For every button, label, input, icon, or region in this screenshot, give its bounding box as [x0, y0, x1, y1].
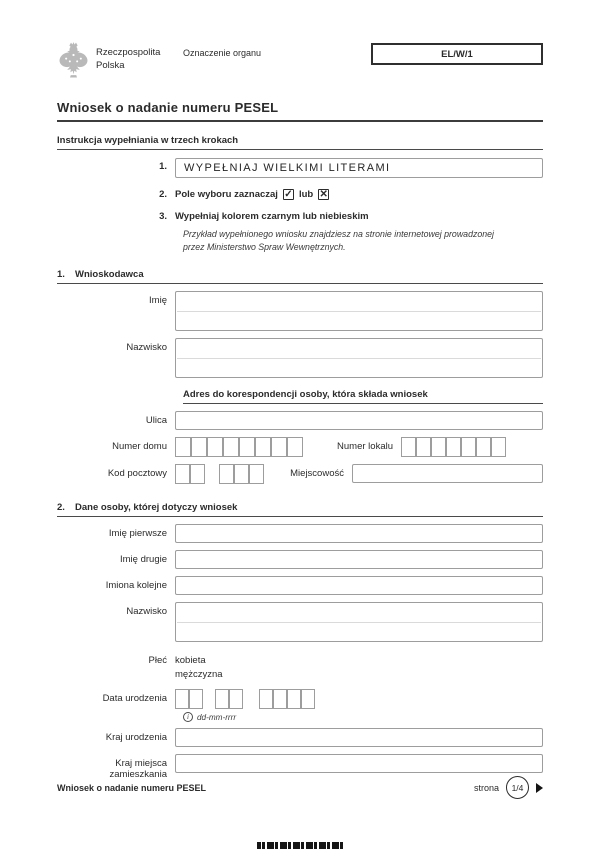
- postal-code-label: Kod pocztowy: [107, 468, 167, 480]
- country-name: [96, 42, 183, 73]
- birth-date-label: Data urodzenia: [102, 693, 167, 705]
- footer-pagination: [474, 776, 543, 799]
- residence-country-label: Kraj miejsca zamieszkania: [109, 758, 167, 781]
- date-format-hint: [183, 712, 543, 722]
- note-line2: przez Ministerstwo Spraw Wewnętrznych.: [183, 242, 346, 253]
- page-number-badge: 1/4: [506, 776, 529, 799]
- section1-number: 1.: [57, 269, 65, 281]
- char-cell[interactable]: [416, 437, 431, 457]
- second-name-label: Imię drugie: [120, 554, 167, 566]
- info-icon: i: [183, 712, 193, 722]
- section2-title: Dane osoby, której dotyczy wniosek: [75, 502, 238, 514]
- char-cell[interactable]: [229, 689, 243, 709]
- checked-checkbox-icon: ✓: [284, 188, 293, 200]
- field-row-applicant-first-name: [57, 291, 543, 331]
- char-cell[interactable]: [287, 437, 303, 457]
- char-cell[interactable]: [249, 464, 264, 484]
- birth-country-label: Kraj urodzenia: [105, 732, 167, 744]
- char-cell[interactable]: [190, 464, 205, 484]
- char-cell[interactable]: [215, 689, 229, 709]
- char-cell[interactable]: [189, 689, 203, 709]
- step-number: 3.: [159, 211, 167, 222]
- instruction-step-1: [57, 158, 543, 178]
- char-cell[interactable]: [273, 689, 287, 709]
- step-text: Wypełniaj kolorem czarnym lub niebieskim: [175, 211, 369, 222]
- birth-country-input[interactable]: [175, 728, 543, 747]
- field-row-birth-date: [57, 689, 543, 709]
- field-row-gender: [57, 651, 543, 682]
- last-name-label: Nazwisko: [126, 342, 167, 354]
- field-row-postal-code-city: [57, 464, 543, 484]
- first-name-label: Imię pierwsze: [108, 528, 167, 540]
- postal-code-cells-part1: [175, 464, 205, 484]
- char-cell[interactable]: [401, 437, 416, 457]
- field-row-second-name: [57, 550, 543, 569]
- instructions-heading: Instrukcja wypełniania w trzech krokach: [57, 135, 543, 150]
- char-cell[interactable]: [223, 437, 239, 457]
- field-row-birth-country: [57, 728, 543, 747]
- gender-options: [175, 651, 223, 682]
- field-row-applicant-last-name: [57, 338, 543, 378]
- gender-option-female[interactable]: kobieta: [175, 655, 206, 667]
- char-cell[interactable]: [271, 437, 287, 457]
- char-cell[interactable]: [446, 437, 461, 457]
- last-name-label: Nazwisko: [126, 606, 167, 618]
- house-number-cells: [175, 437, 303, 457]
- step-number: 2.: [159, 189, 167, 200]
- char-cell[interactable]: [287, 689, 301, 709]
- char-cell[interactable]: [461, 437, 476, 457]
- birth-year-cells: [259, 689, 315, 709]
- footer-form-name: Wniosek o nadanie numeru PESEL: [57, 782, 207, 793]
- crossed-checkbox-icon: ✕: [319, 188, 328, 200]
- further-names-label: Imiona kolejne: [105, 580, 167, 592]
- section1-heading: [57, 269, 543, 284]
- further-names-input[interactable]: [175, 576, 543, 595]
- footer: [57, 776, 543, 799]
- birth-day-cells: [175, 689, 203, 709]
- checkbox-instruction-text: Pole wyboru zaznaczaj: [175, 189, 278, 200]
- char-cell[interactable]: [191, 437, 207, 457]
- street-input[interactable]: [175, 411, 543, 430]
- postal-code-cells-part2: [219, 464, 264, 484]
- field-row-street: [57, 411, 543, 430]
- barcode: [257, 842, 343, 849]
- subject-last-name-input[interactable]: [175, 602, 543, 642]
- applicant-first-name-input[interactable]: [175, 291, 543, 331]
- page-title: Wniosek o nadanie numeru PESEL: [57, 100, 543, 122]
- section1-title: Wnioskodawca: [75, 269, 144, 281]
- char-cell[interactable]: [175, 464, 190, 484]
- or-word: lub: [298, 189, 314, 200]
- birth-month-cells: [215, 689, 243, 709]
- date-hint-text: dd-mm-rrrr: [197, 712, 237, 722]
- country-line1: Rzeczpospolita: [96, 47, 161, 58]
- street-label: Ulica: [145, 415, 167, 427]
- char-cell[interactable]: [491, 437, 506, 457]
- char-cell[interactable]: [207, 437, 223, 457]
- section2-heading: [57, 502, 543, 517]
- uppercase-example-box: WYPEŁNIAJ WIELKIMI LITERAMI: [175, 158, 543, 178]
- city-label: Miejscowość: [290, 468, 344, 480]
- next-page-arrow-icon: [536, 783, 543, 793]
- second-name-input[interactable]: [175, 550, 543, 569]
- apartment-number-label: Numer lokalu: [337, 441, 393, 453]
- char-cell[interactable]: [239, 437, 255, 457]
- country-line2: Polska: [96, 59, 125, 71]
- instruction-step-3: [57, 208, 543, 222]
- instruction-step-2: [57, 186, 543, 200]
- char-cell[interactable]: [431, 437, 446, 457]
- step-text: [175, 186, 329, 200]
- char-cell[interactable]: [476, 437, 491, 457]
- instructions-note: [183, 228, 543, 254]
- first-name-input[interactable]: [175, 524, 543, 543]
- section2-number: 2.: [57, 502, 65, 514]
- city-input[interactable]: [352, 464, 543, 483]
- char-cell[interactable]: [219, 464, 234, 484]
- char-cell[interactable]: [259, 689, 273, 709]
- field-row-first-name: [57, 524, 543, 543]
- note-line1: Przykład wypełnionego wniosku znajdziesz na stronie internetowej prowadzonej: [183, 229, 494, 239]
- char-cell[interactable]: [175, 437, 191, 457]
- address-heading: Adres do korespondencji osoby, która składa wniosek: [183, 389, 543, 404]
- residence-country-input[interactable]: [175, 754, 543, 773]
- page-label: strona: [473, 782, 499, 793]
- gender-option-male[interactable]: mężczyzna: [175, 669, 223, 681]
- step-number: 1.: [159, 161, 167, 172]
- char-cell[interactable]: [234, 464, 249, 484]
- gender-label: Płeć: [148, 655, 167, 667]
- coat-of-arms-icon: [57, 42, 90, 79]
- first-name-label: Imię: [149, 295, 167, 307]
- char-cell[interactable]: [255, 437, 271, 457]
- header: [57, 0, 543, 79]
- apartment-number-cells: [401, 437, 506, 457]
- applicant-last-name-input[interactable]: [175, 338, 543, 378]
- char-cell[interactable]: [301, 689, 315, 709]
- field-row-subject-last-name: [57, 602, 543, 642]
- house-number-label: Numer domu: [112, 441, 167, 453]
- form-code-badge: EL/W/1: [371, 43, 543, 65]
- organ-designation-label: Oznaczenie organu: [183, 48, 262, 58]
- char-cell[interactable]: [175, 689, 189, 709]
- field-row-house-number: [57, 437, 543, 457]
- correspondence-address-block: [107, 389, 543, 484]
- field-row-further-names: [57, 576, 543, 595]
